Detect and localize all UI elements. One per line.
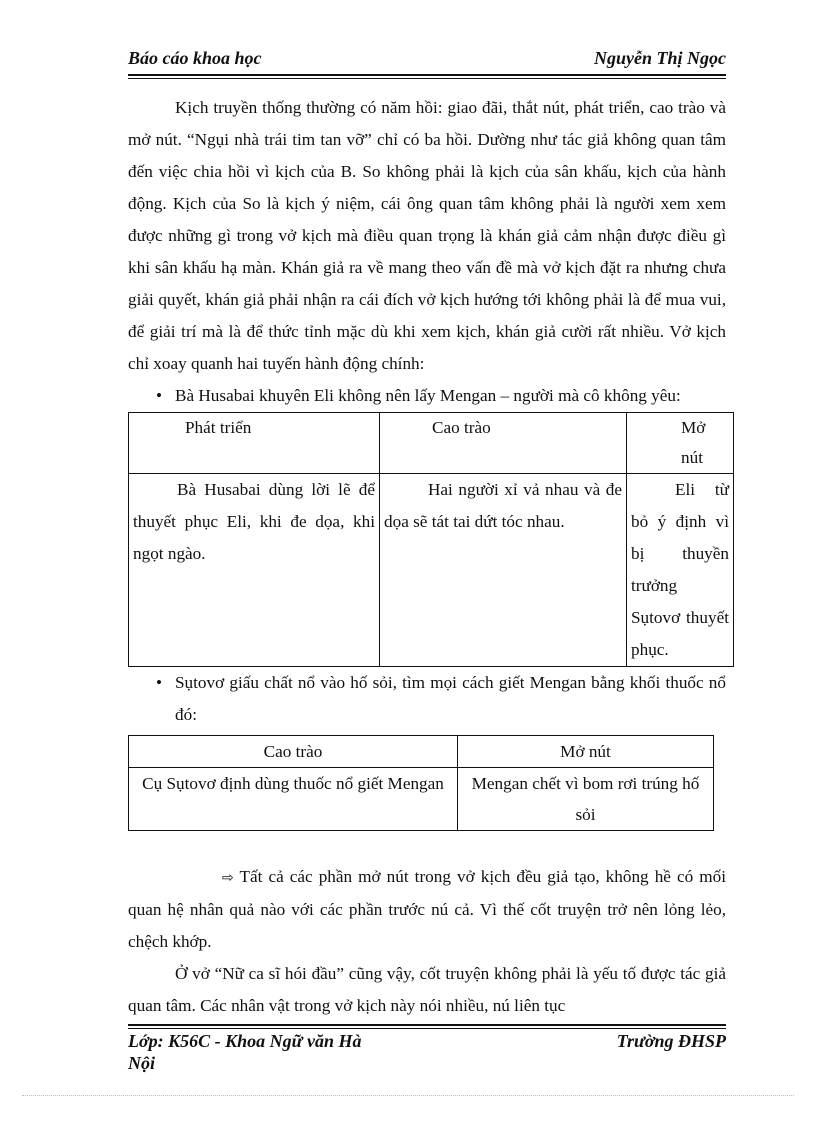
header-rule-thin [128, 78, 726, 79]
table-sutovo [128, 735, 714, 831]
paragraph-1: Kịch truyền thống thường có năm hồi: giao đãi, thắt nút, phát triển, cao trào và mở nút. “Ngụi nhà trái tim tan vỡ” chỉ có ba hồi. Dường như tác giả không quan tâm đến việc chia hồi vì kịch của B. So không phải là kịch của sân khấu, kịch của hành động. Kịch của So là kịch ý niệm, cái ông quan tâm không phải là người xem xem được những gì trong vở kịch mà điều quan trọng là khán giả cảm nhận được điều gì khi sân khấu hạ màn. Khán giả ra về mang theo vấn đề mà vở kịch đặt ra nhưng chưa giải quyết, khán giả phải nhận ra cái đích vở kịch hướng tới không phải là để mua vui, để giải trí mà là để thức tỉnh mặc dù khi xem kịch, khán giả cười rất nhiều. Vở kịch chỉ xoay quanh hai tuyến hành động chính: [128, 98, 726, 373]
table-cell [129, 474, 380, 667]
bullet-item-2 [128, 667, 726, 731]
table-cell: Mengan chết vì bom rơi trúng hố sỏi [458, 768, 714, 831]
paragraph-3: Ở vở “Nữ ca sĩ hói đầu” cũng vậy, cốt truyện không phải là yếu tố được tác giả quan tâm. Các nhân vật trong vở kịch này nói nhiều, nú liên tục [128, 964, 726, 1015]
header-left: Báo cáo khoa học [128, 48, 262, 68]
bullet-item-1 [128, 380, 726, 412]
col-header-mo-nut: Mở nút [458, 736, 714, 768]
table-cell [380, 474, 627, 667]
footer-rule-thin [128, 1028, 726, 1029]
footer-rule [128, 1024, 726, 1026]
page-break-divider [22, 1095, 794, 1096]
cell-text: Bà Husabai dùng lời lẽ để thuyết phục Eli, khi đe dọa, khi ngọt ngào. [133, 480, 375, 563]
col-header-mo-nut: Mở nút [627, 413, 734, 474]
bullet-dot-icon: • [156, 673, 163, 692]
header-rule [128, 74, 726, 76]
arrow-right-icon: ⇨ [222, 870, 234, 886]
cell-text: Hai người xỉ vả nhau và đe dọa sẽ tát tai dứt tóc nhau. [384, 480, 622, 531]
header-right: Nguyễn Thị Ngọc [594, 48, 726, 68]
paragraph-2 [128, 861, 726, 958]
table-header-row [129, 736, 714, 768]
paragraph-2-text: Tất cả các phần mở nút trong vở kịch đều giả tạo, không hề có mối quan hệ nhân quả nào với các phần trước nú cả. Vì thế cốt truyện trở nên lỏng lẻo, chệch khớp. [128, 867, 726, 951]
table-cell: Cụ Sụtovơ định dùng thuốc nổ giết Mengan [129, 768, 458, 831]
page-body [128, 92, 729, 1022]
bullet-text-2: Sụtovơ giấu chất nổ vào hố sỏi, tìm mọi cách giết Mengan bằng khối thuốc nổ đó: [175, 673, 726, 724]
footer-left: Lớp: K56C - Khoa Ngữ văn Hà Nội [128, 1031, 362, 1073]
table-cell [627, 474, 734, 667]
table-header-row [129, 413, 734, 474]
page-header [128, 48, 726, 72]
col-header-cao-trao: Cao trào [129, 736, 458, 768]
bullet-dot-icon: • [156, 386, 163, 405]
footer-right: Trường ĐHSP [616, 1031, 726, 1051]
table-row [129, 768, 714, 831]
table-husabai [128, 412, 734, 667]
cell-text: Eli từ bỏ ý định vì bị thuyền trưởng Sụtovơ thuyết phục. [631, 480, 729, 659]
col-header-phat-trien: Phát triển [129, 413, 380, 474]
col-header-cao-trao: Cao trào [380, 413, 627, 474]
table-row [129, 474, 734, 667]
bullet-text-1: Bà Husabai khuyên Eli không nên lấy Mengan – người mà cô không yêu: [175, 386, 681, 405]
